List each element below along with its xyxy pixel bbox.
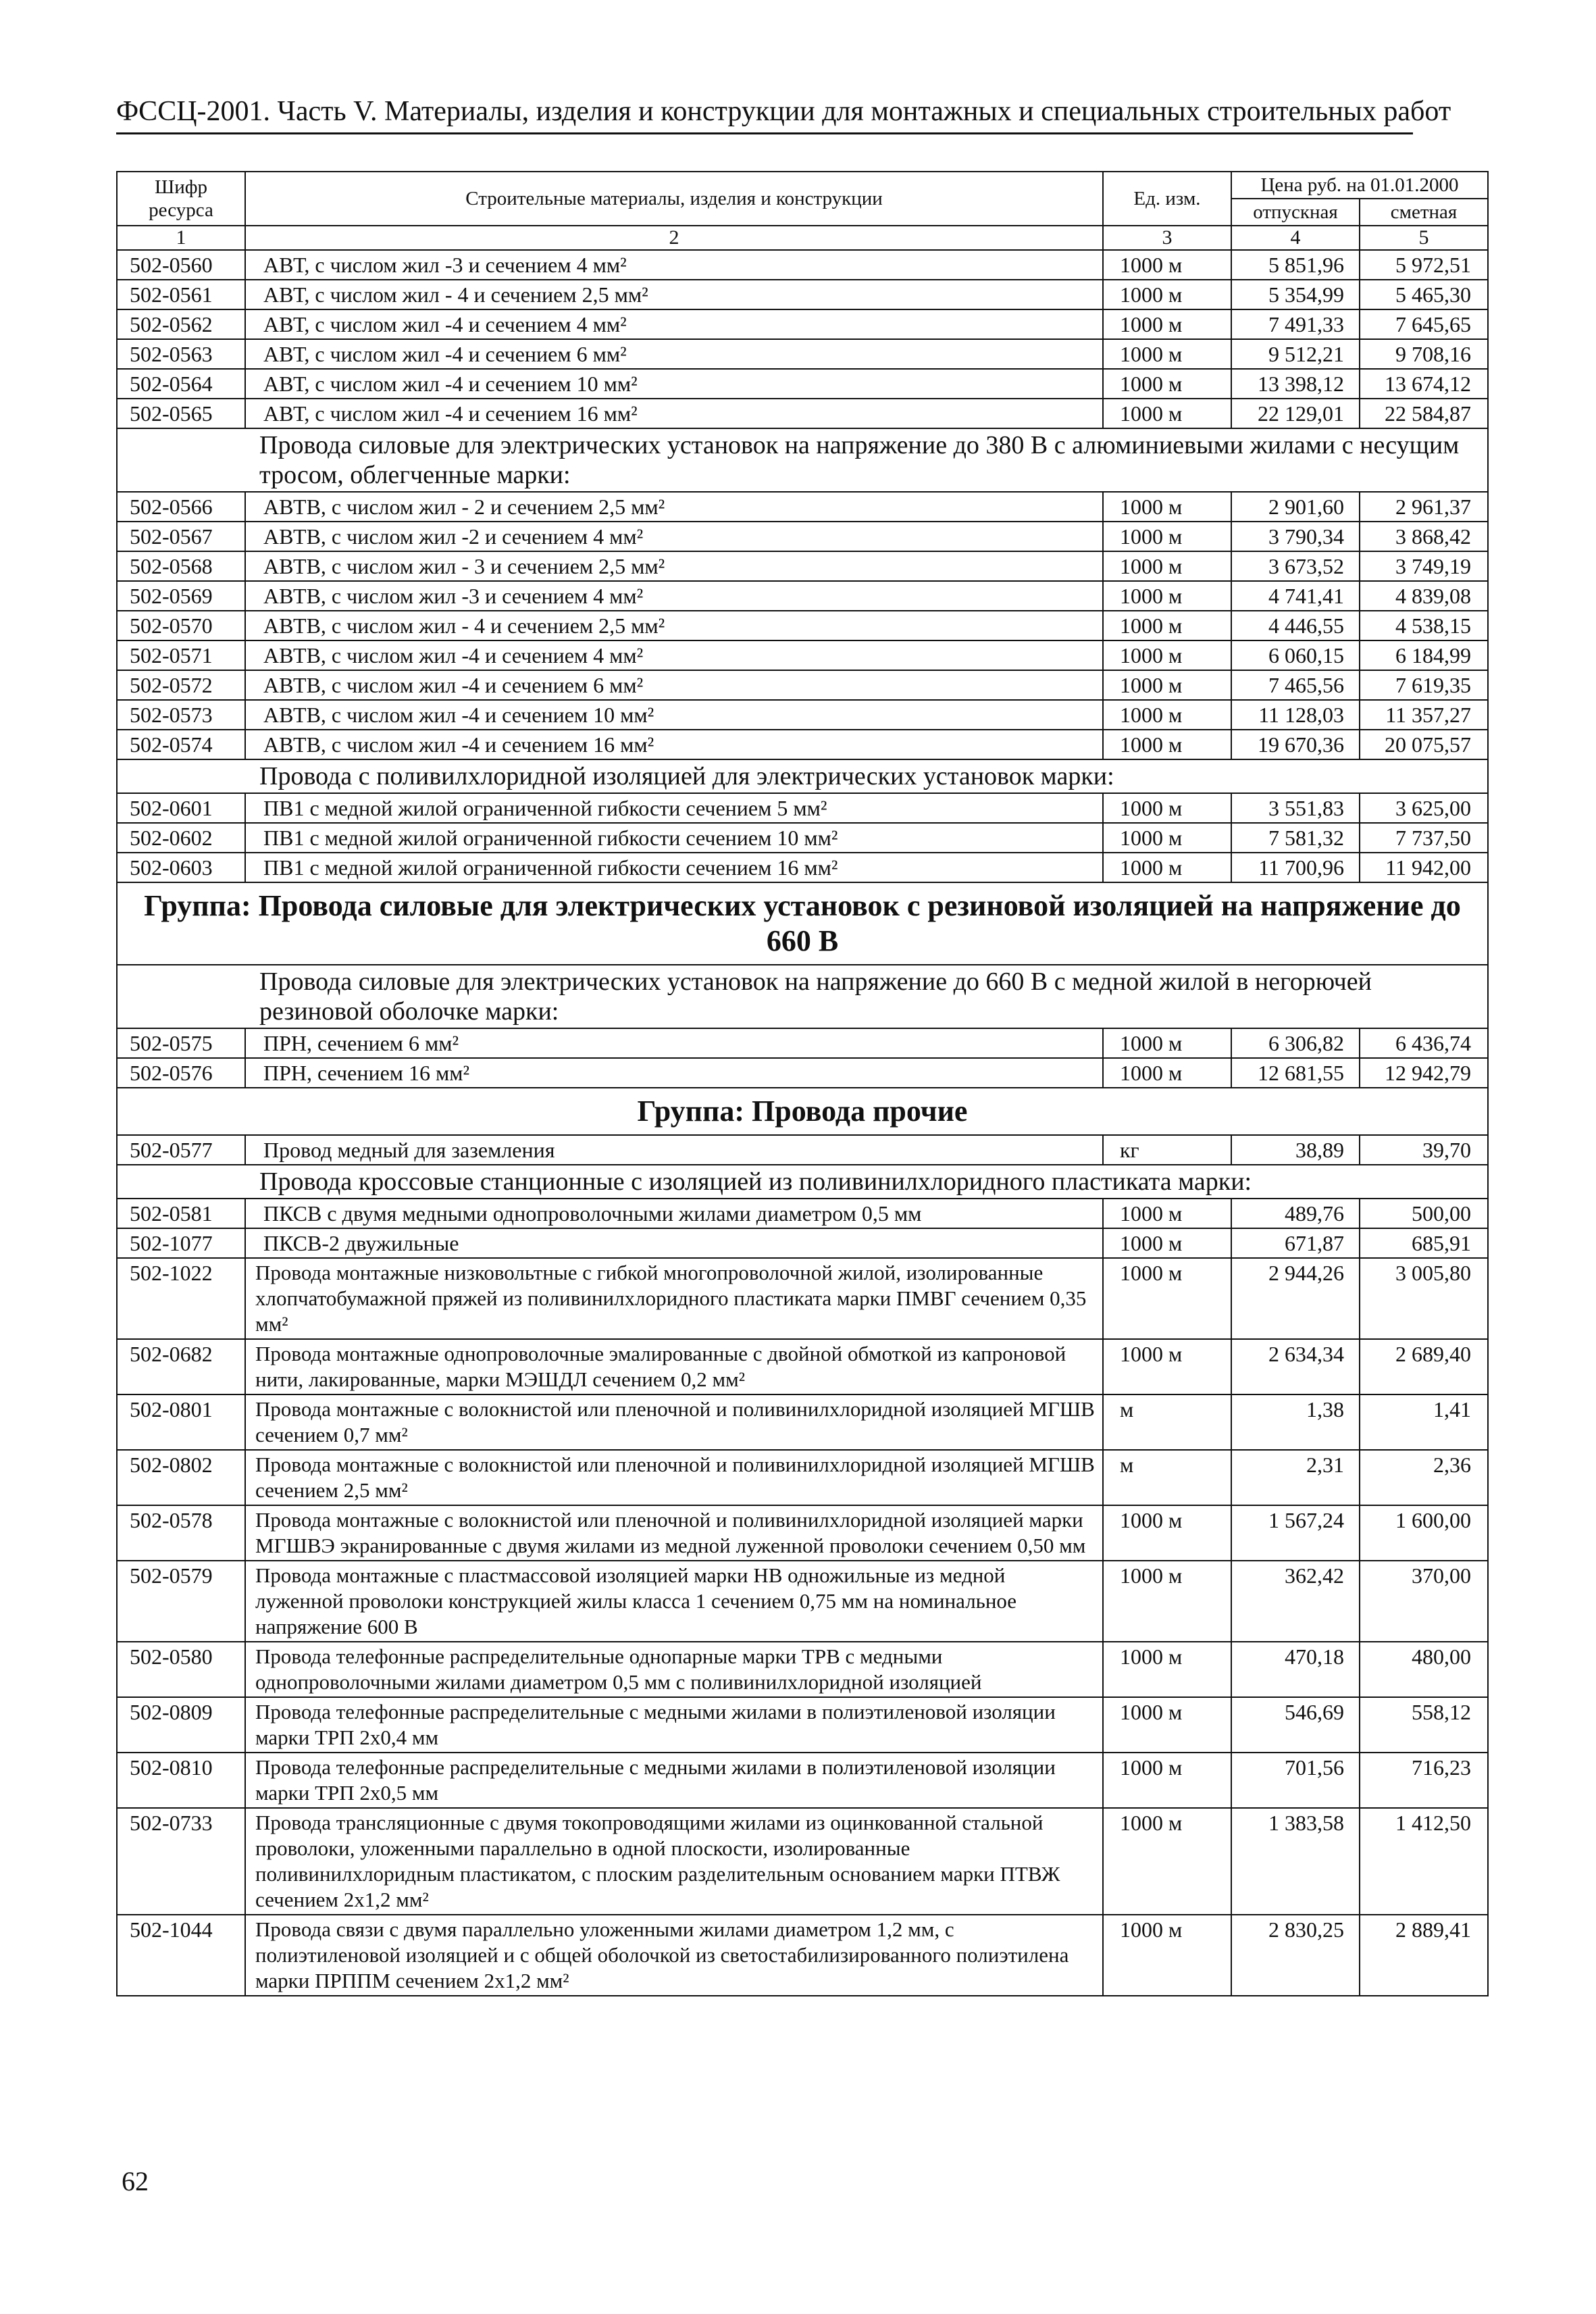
column-number: 2 bbox=[245, 226, 1103, 250]
release-price: 2 830,25 bbox=[1231, 1915, 1360, 1996]
material-name: АВТВ, с числом жил -3 и сечением 4 мм² bbox=[245, 581, 1103, 611]
estimate-price: 12 942,79 bbox=[1360, 1058, 1488, 1088]
material-name: АВТВ, с числом жил -4 и сечением 4 мм² bbox=[245, 640, 1103, 670]
estimate-price: 5 972,51 bbox=[1360, 250, 1488, 280]
estimate-price: 500,00 bbox=[1360, 1199, 1488, 1228]
estimate-price: 11 942,00 bbox=[1360, 853, 1488, 882]
estimate-price: 2 961,37 bbox=[1360, 492, 1488, 522]
resource-code: 502-0809 bbox=[117, 1697, 245, 1753]
table-row bbox=[117, 581, 1488, 611]
unit-of-measure: 1000 м bbox=[1103, 369, 1231, 399]
release-price: 6 060,15 bbox=[1231, 640, 1360, 670]
column-number: 5 bbox=[1360, 226, 1488, 250]
unit-of-measure: м bbox=[1103, 1394, 1231, 1450]
unit-of-measure: 1000 м bbox=[1103, 250, 1231, 280]
section-header-row bbox=[117, 965, 1488, 1028]
estimate-price: 480,00 bbox=[1360, 1642, 1488, 1697]
estimate-price: 3 868,42 bbox=[1360, 522, 1488, 551]
material-name: Провода трансляционные с двумя токопроводящими жилами из оцинкованной стальной проволоки, уложенными параллельно в одной плоскости, изолированные поливинилхлоридным пластикатом, с плоским разделительным основанием марки ПТВЖ сечением 2х1,2 мм² bbox=[245, 1808, 1103, 1915]
section-header-row bbox=[117, 428, 1488, 492]
table-row bbox=[117, 670, 1488, 700]
unit-of-measure: 1000 м bbox=[1103, 793, 1231, 823]
release-price: 3 673,52 bbox=[1231, 551, 1360, 581]
estimate-price: 39,70 bbox=[1360, 1135, 1488, 1165]
release-price: 671,87 bbox=[1231, 1228, 1360, 1258]
section-header-row bbox=[117, 759, 1488, 793]
header-estimate: сметная bbox=[1360, 199, 1488, 226]
table-row bbox=[117, 1199, 1488, 1228]
running-header: ФССЦ-2001. Часть V. Материалы, изделия и конструкции для монтажных и специальных строительных работ bbox=[116, 93, 1413, 134]
unit-of-measure: кг bbox=[1103, 1135, 1231, 1165]
table-row bbox=[117, 369, 1488, 399]
section-header: Провода силовые для электрических установок на напряжение до 660 В с медной жилой в негорючей резиновой оболочке марки: bbox=[117, 965, 1488, 1028]
table-row bbox=[117, 1808, 1488, 1915]
unit-of-measure: 1000 м bbox=[1103, 1199, 1231, 1228]
estimate-price: 7 619,35 bbox=[1360, 670, 1488, 700]
material-name: Провода монтажные с волокнистой или пленочной и поливинилхлоридной изоляцией МГШВ сечением 2,5 мм² bbox=[245, 1450, 1103, 1505]
resource-code: 502-0733 bbox=[117, 1808, 245, 1915]
release-price: 3 551,83 bbox=[1231, 793, 1360, 823]
resource-code: 502-0566 bbox=[117, 492, 245, 522]
material-name: АВТ, с числом жил -4 и сечением 4 мм² bbox=[245, 309, 1103, 339]
material-name: Провода монтажные с волокнистой или пленочной и поливинилхлоридной изоляцией МГШВ сечением 0,7 мм² bbox=[245, 1394, 1103, 1450]
table-row bbox=[117, 1450, 1488, 1505]
table-row bbox=[117, 793, 1488, 823]
release-price: 1 567,24 bbox=[1231, 1505, 1360, 1561]
material-name: Провода монтажные низковольтные с гибкой многопроволочной жилой, изолированные хлопчатобумажной пряжей из поливинилхлоридного пластиката марки ПМВГ сечением 0,35 мм² bbox=[245, 1258, 1103, 1339]
material-name: АВТ, с числом жил -4 и сечением 16 мм² bbox=[245, 399, 1103, 428]
estimate-price: 11 357,27 bbox=[1360, 700, 1488, 730]
table-row bbox=[117, 730, 1488, 759]
resource-code: 502-0682 bbox=[117, 1339, 245, 1394]
resource-code: 502-0564 bbox=[117, 369, 245, 399]
estimate-price: 7 737,50 bbox=[1360, 823, 1488, 853]
estimate-price: 22 584,87 bbox=[1360, 399, 1488, 428]
resource-code: 502-0577 bbox=[117, 1135, 245, 1165]
unit-of-measure: 1000 м bbox=[1103, 581, 1231, 611]
table-row bbox=[117, 1028, 1488, 1058]
resource-code: 502-0561 bbox=[117, 280, 245, 309]
estimate-price: 2 889,41 bbox=[1360, 1915, 1488, 1996]
resource-code: 502-0810 bbox=[117, 1753, 245, 1808]
release-price: 3 790,34 bbox=[1231, 522, 1360, 551]
resource-code: 502-0574 bbox=[117, 730, 245, 759]
unit-of-measure: 1000 м bbox=[1103, 1228, 1231, 1258]
release-price: 38,89 bbox=[1231, 1135, 1360, 1165]
table-row bbox=[117, 1058, 1488, 1088]
table-body bbox=[117, 226, 1488, 1996]
resource-code: 502-0562 bbox=[117, 309, 245, 339]
material-name: АВТВ, с числом жил -4 и сечением 6 мм² bbox=[245, 670, 1103, 700]
estimate-price: 1 412,50 bbox=[1360, 1808, 1488, 1915]
unit-of-measure: м bbox=[1103, 1450, 1231, 1505]
resource-code: 502-0581 bbox=[117, 1199, 245, 1228]
release-price: 7 491,33 bbox=[1231, 309, 1360, 339]
section-header: Провода с поливилхлоридной изоляцией для электрических установок марки: bbox=[117, 759, 1488, 793]
release-price: 701,56 bbox=[1231, 1753, 1360, 1808]
table-row bbox=[117, 700, 1488, 730]
section-header: Провода кроссовые станционные с изоляцией из поливинилхлоридного пластиката марки: bbox=[117, 1165, 1488, 1199]
table-row bbox=[117, 611, 1488, 640]
material-name: АВТВ, с числом жил -4 и сечением 16 мм² bbox=[245, 730, 1103, 759]
material-name: АВТВ, с числом жил -2 и сечением 4 мм² bbox=[245, 522, 1103, 551]
header-release: отпускная bbox=[1231, 199, 1360, 226]
unit-of-measure: 1000 м bbox=[1103, 611, 1231, 640]
column-numbers-row bbox=[117, 226, 1488, 250]
unit-of-measure: 1000 м bbox=[1103, 1642, 1231, 1697]
release-price: 22 129,01 bbox=[1231, 399, 1360, 428]
release-price: 7 465,56 bbox=[1231, 670, 1360, 700]
unit-of-measure: 1000 м bbox=[1103, 280, 1231, 309]
estimate-price: 4 839,08 bbox=[1360, 581, 1488, 611]
table-row bbox=[117, 1135, 1488, 1165]
column-number: 3 bbox=[1103, 226, 1231, 250]
table-row bbox=[117, 823, 1488, 853]
table-row bbox=[117, 853, 1488, 882]
material-name: ПРН, сечением 6 мм² bbox=[245, 1028, 1103, 1058]
material-name: Провода монтажные с пластмассовой изоляцией марки НВ одножильные из медной луженной проволоки конструкцией жилы класса 1 сечением 0,75 мм на номинальное напряжение 600 В bbox=[245, 1561, 1103, 1642]
release-price: 7 581,32 bbox=[1231, 823, 1360, 853]
material-name: АВТВ, с числом жил - 4 и сечением 2,5 мм² bbox=[245, 611, 1103, 640]
column-number: 1 bbox=[117, 226, 245, 250]
unit-of-measure: 1000 м bbox=[1103, 1339, 1231, 1394]
release-price: 5 354,99 bbox=[1231, 280, 1360, 309]
table-row bbox=[117, 309, 1488, 339]
resource-code: 502-0578 bbox=[117, 1505, 245, 1561]
resource-code: 502-0580 bbox=[117, 1642, 245, 1697]
estimate-price: 4 538,15 bbox=[1360, 611, 1488, 640]
resource-code: 502-0565 bbox=[117, 399, 245, 428]
resource-code: 502-0579 bbox=[117, 1561, 245, 1642]
page-number: 62 bbox=[122, 2166, 149, 2196]
material-name: АВТВ, с числом жил -4 и сечением 10 мм² bbox=[245, 700, 1103, 730]
unit-of-measure: 1000 м bbox=[1103, 339, 1231, 369]
resource-code: 502-0570 bbox=[117, 611, 245, 640]
unit-of-measure: 1000 м bbox=[1103, 1058, 1231, 1088]
material-name: АВТ, с числом жил -4 и сечением 10 мм² bbox=[245, 369, 1103, 399]
table-row bbox=[117, 1697, 1488, 1753]
release-price: 9 512,21 bbox=[1231, 339, 1360, 369]
resource-code: 502-0602 bbox=[117, 823, 245, 853]
group-header: Группа: Провода силовые для электрических установок с резиновой изоляцией на напряжение до 660 В bbox=[117, 882, 1488, 965]
estimate-price: 5 465,30 bbox=[1360, 280, 1488, 309]
unit-of-measure: 1000 м bbox=[1103, 670, 1231, 700]
release-price: 5 851,96 bbox=[1231, 250, 1360, 280]
estimate-price: 370,00 bbox=[1360, 1561, 1488, 1642]
estimate-price: 3 005,80 bbox=[1360, 1258, 1488, 1339]
resource-code: 502-0563 bbox=[117, 339, 245, 369]
table-row bbox=[117, 522, 1488, 551]
table-row bbox=[117, 551, 1488, 581]
material-name: Провод медный для заземления bbox=[245, 1135, 1103, 1165]
release-price: 470,18 bbox=[1231, 1642, 1360, 1697]
table-row bbox=[117, 492, 1488, 522]
material-name: ПРН, сечением 16 мм² bbox=[245, 1058, 1103, 1088]
release-price: 2,31 bbox=[1231, 1450, 1360, 1505]
material-name: ПВ1 с медной жилой ограниченной гибкости сечением 5 мм² bbox=[245, 793, 1103, 823]
estimate-price: 9 708,16 bbox=[1360, 339, 1488, 369]
estimate-price: 716,23 bbox=[1360, 1753, 1488, 1808]
unit-of-measure: 1000 м bbox=[1103, 522, 1231, 551]
table-row bbox=[117, 250, 1488, 280]
resource-code: 502-0601 bbox=[117, 793, 245, 823]
release-price: 11 700,96 bbox=[1231, 853, 1360, 882]
unit-of-measure: 1000 м bbox=[1103, 853, 1231, 882]
material-name: ПВ1 с медной жилой ограниченной гибкости сечением 16 мм² bbox=[245, 853, 1103, 882]
resource-code: 502-0576 bbox=[117, 1058, 245, 1088]
table-row bbox=[117, 1258, 1488, 1339]
resource-code: 502-1044 bbox=[117, 1915, 245, 1996]
table-row bbox=[117, 640, 1488, 670]
material-name: Провода связи с двумя параллельно уложенными жилами диаметром 1,2 мм, с полиэтиленовой изоляцией и с общей оболочкой из светостабилизированного полиэтилена марки ПРППМ сечением 2х1,2 мм² bbox=[245, 1915, 1103, 1996]
unit-of-measure: 1000 м bbox=[1103, 1028, 1231, 1058]
header-code: Шифр ресурса bbox=[117, 172, 245, 226]
table-row bbox=[117, 1915, 1488, 1996]
material-name: Провода телефонные распределительные с медными жилами в полиэтиленовой изоляции марки ТРП 2х0,5 мм bbox=[245, 1753, 1103, 1808]
estimate-price: 7 645,65 bbox=[1360, 309, 1488, 339]
unit-of-measure: 1000 м bbox=[1103, 1808, 1231, 1915]
release-price: 1 383,58 bbox=[1231, 1808, 1360, 1915]
unit-of-measure: 1000 м bbox=[1103, 1697, 1231, 1753]
unit-of-measure: 1000 м bbox=[1103, 823, 1231, 853]
release-price: 19 670,36 bbox=[1231, 730, 1360, 759]
release-price: 13 398,12 bbox=[1231, 369, 1360, 399]
table-row bbox=[117, 1642, 1488, 1697]
resource-code: 502-0575 bbox=[117, 1028, 245, 1058]
table-row bbox=[117, 1505, 1488, 1561]
release-price: 546,69 bbox=[1231, 1697, 1360, 1753]
table-row bbox=[117, 1228, 1488, 1258]
unit-of-measure: 1000 м bbox=[1103, 551, 1231, 581]
release-price: 362,42 bbox=[1231, 1561, 1360, 1642]
header-price: Цена руб. на 01.01.2000 bbox=[1231, 172, 1488, 199]
group-header-row bbox=[117, 1088, 1488, 1135]
estimate-price: 13 674,12 bbox=[1360, 369, 1488, 399]
price-table bbox=[116, 171, 1489, 1996]
estimate-price: 2 689,40 bbox=[1360, 1339, 1488, 1394]
header-name: Строительные материалы, изделия и конструкции bbox=[245, 172, 1103, 226]
release-price: 2 944,26 bbox=[1231, 1258, 1360, 1339]
unit-of-measure: 1000 м bbox=[1103, 1258, 1231, 1339]
resource-code: 502-0573 bbox=[117, 700, 245, 730]
resource-code: 502-0572 bbox=[117, 670, 245, 700]
estimate-price: 1 600,00 bbox=[1360, 1505, 1488, 1561]
resource-code: 502-0801 bbox=[117, 1394, 245, 1450]
release-price: 489,76 bbox=[1231, 1199, 1360, 1228]
material-name: АВТВ, с числом жил - 2 и сечением 2,5 мм² bbox=[245, 492, 1103, 522]
release-price: 2 901,60 bbox=[1231, 492, 1360, 522]
unit-of-measure: 1000 м bbox=[1103, 1505, 1231, 1561]
material-name: Провода телефонные распределительные с медными жилами в полиэтиленовой изоляции марки ТРП 2х0,4 мм bbox=[245, 1697, 1103, 1753]
estimate-price: 3 749,19 bbox=[1360, 551, 1488, 581]
group-header-row bbox=[117, 882, 1488, 965]
estimate-price: 2,36 bbox=[1360, 1450, 1488, 1505]
material-name: АВТ, с числом жил -4 и сечением 6 мм² bbox=[245, 339, 1103, 369]
group-header: Группа: Провода прочие bbox=[117, 1088, 1488, 1135]
resource-code: 502-1077 bbox=[117, 1228, 245, 1258]
material-name: АВТВ, с числом жил - 3 и сечением 2,5 мм² bbox=[245, 551, 1103, 581]
estimate-price: 685,91 bbox=[1360, 1228, 1488, 1258]
table-row bbox=[117, 339, 1488, 369]
release-price: 12 681,55 bbox=[1231, 1058, 1360, 1088]
estimate-price: 6 184,99 bbox=[1360, 640, 1488, 670]
resource-code: 502-1022 bbox=[117, 1258, 245, 1339]
resource-code: 502-0568 bbox=[117, 551, 245, 581]
table-row bbox=[117, 280, 1488, 309]
release-price: 11 128,03 bbox=[1231, 700, 1360, 730]
unit-of-measure: 1000 м bbox=[1103, 1561, 1231, 1642]
resource-code: 502-0603 bbox=[117, 853, 245, 882]
estimate-price: 558,12 bbox=[1360, 1697, 1488, 1753]
material-name: ПКСВ с двумя медными однопроволочными жилами диаметром 0,5 мм bbox=[245, 1199, 1103, 1228]
resource-code: 502-0560 bbox=[117, 250, 245, 280]
material-name: Провода телефонные распределительные однопарные марки ТРВ с медными однопроволочными жилами диаметром 0,5 мм с поливинилхлоридной изоляцией bbox=[245, 1642, 1103, 1697]
resource-code: 502-0802 bbox=[117, 1450, 245, 1505]
unit-of-measure: 1000 м bbox=[1103, 309, 1231, 339]
resource-code: 502-0571 bbox=[117, 640, 245, 670]
section-header: Провода силовые для электрических установок на напряжение до 380 В с алюминиевыми жилами с несущим тросом, облегченные марки: bbox=[117, 428, 1488, 492]
release-price: 4 741,41 bbox=[1231, 581, 1360, 611]
estimate-price: 1,41 bbox=[1360, 1394, 1488, 1450]
unit-of-measure: 1000 м bbox=[1103, 492, 1231, 522]
unit-of-measure: 1000 м bbox=[1103, 1915, 1231, 1996]
unit-of-measure: 1000 м bbox=[1103, 730, 1231, 759]
material-name: ПКСВ-2 двужильные bbox=[245, 1228, 1103, 1258]
release-price: 2 634,34 bbox=[1231, 1339, 1360, 1394]
unit-of-measure: 1000 м bbox=[1103, 700, 1231, 730]
estimate-price: 6 436,74 bbox=[1360, 1028, 1488, 1058]
header-unit: Ед. изм. bbox=[1103, 172, 1231, 226]
unit-of-measure: 1000 м bbox=[1103, 399, 1231, 428]
unit-of-measure: 1000 м bbox=[1103, 640, 1231, 670]
release-price: 1,38 bbox=[1231, 1394, 1360, 1450]
resource-code: 502-0569 bbox=[117, 581, 245, 611]
unit-of-measure: 1000 м bbox=[1103, 1753, 1231, 1808]
material-name: ПВ1 с медной жилой ограниченной гибкости сечением 10 мм² bbox=[245, 823, 1103, 853]
table-row bbox=[117, 1561, 1488, 1642]
material-name: Провода монтажные с волокнистой или пленочной и поливинилхлоридной изоляцией марки МГШВЭ экранированные с двумя жилами из медной луженной проволоки сечением 0,50 мм bbox=[245, 1505, 1103, 1561]
resource-code: 502-0567 bbox=[117, 522, 245, 551]
table-row bbox=[117, 1753, 1488, 1808]
release-price: 6 306,82 bbox=[1231, 1028, 1360, 1058]
table-row bbox=[117, 1394, 1488, 1450]
table-row bbox=[117, 1339, 1488, 1394]
material-name: Провода монтажные однопроволочные эмалированные с двойной обмоткой из капроновой нити, лакированные, марки МЭШДЛ сечением 0,2 мм² bbox=[245, 1339, 1103, 1394]
estimate-price: 3 625,00 bbox=[1360, 793, 1488, 823]
estimate-price: 20 075,57 bbox=[1360, 730, 1488, 759]
material-name: АВТ, с числом жил - 4 и сечением 2,5 мм² bbox=[245, 280, 1103, 309]
column-number: 4 bbox=[1231, 226, 1360, 250]
table-row bbox=[117, 399, 1488, 428]
release-price: 4 446,55 bbox=[1231, 611, 1360, 640]
material-name: АВТ, с числом жил -3 и сечением 4 мм² bbox=[245, 250, 1103, 280]
section-header-row bbox=[117, 1165, 1488, 1199]
